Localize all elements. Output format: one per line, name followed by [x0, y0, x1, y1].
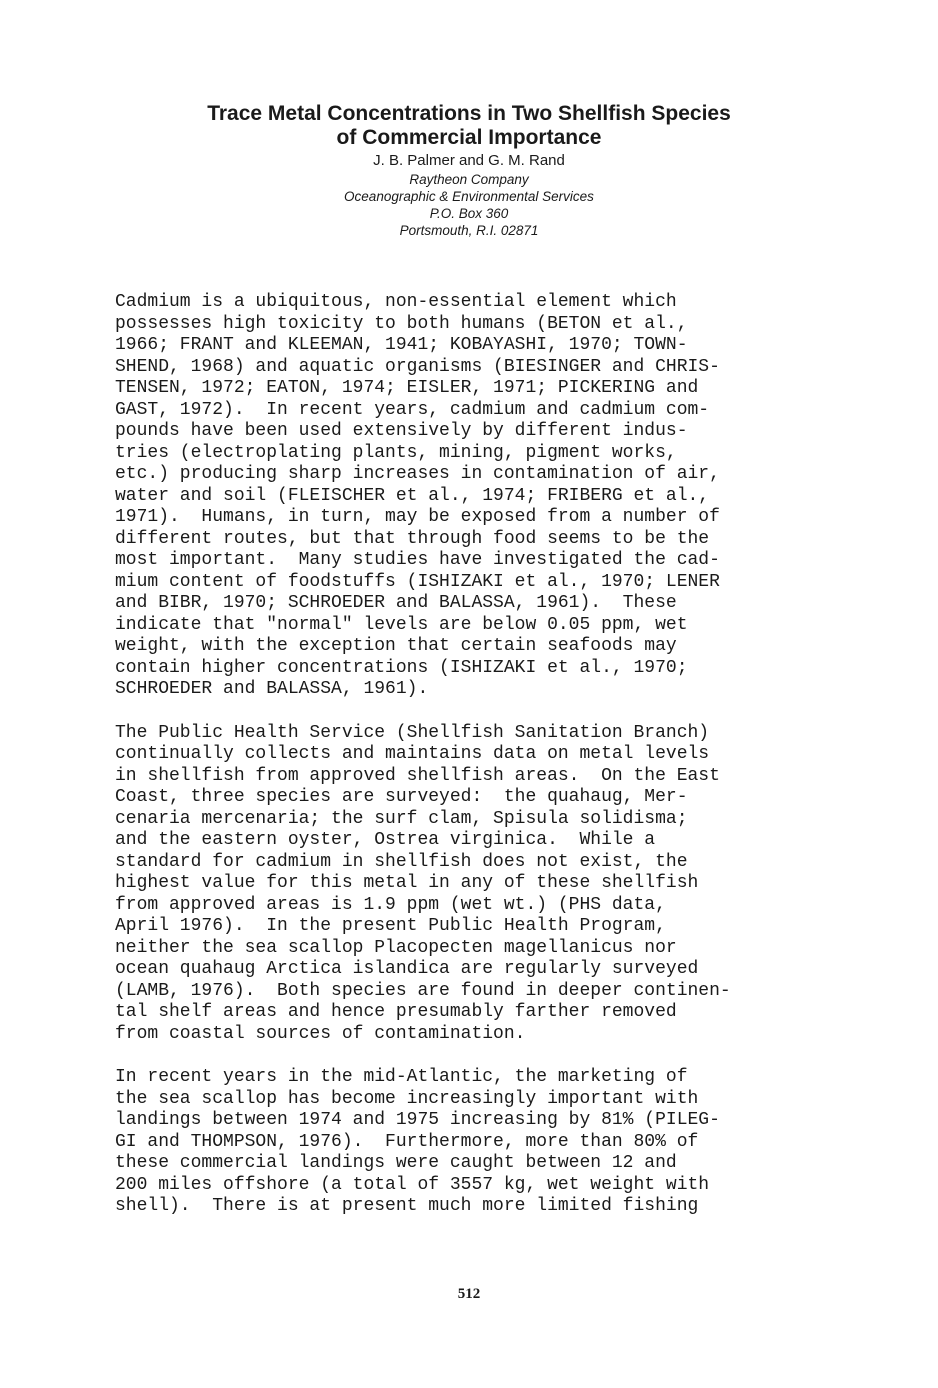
title-line-1: Trace Metal Concentrations in Two Shellfish Species [207, 102, 731, 125]
text-line: SCHROEDER and BALASSA, 1961). [115, 679, 429, 699]
text-line: and BIBR, 1970; SCHROEDER and BALASSA, 1961). These [115, 593, 677, 613]
text-line: weight, with the exception that certain seafoods may [115, 636, 677, 656]
text-line: April 1976). In the present Public Health Program, [115, 916, 666, 936]
text-line: Coast, three species are surveyed: the quahaug, Mer- [115, 787, 688, 807]
text-line: TENSEN, 1972; EATON, 1974; EISLER, 1971; PICKERING and [115, 378, 699, 398]
text-line: these commercial landings were caught between 12 and [115, 1153, 677, 1173]
text-line: cenaria mercenaria; the surf clam, Spisula solidisma; [115, 808, 688, 829]
title-line-2: of Commercial Importance [336, 126, 602, 149]
text-line: Cadmium is a ubiquitous, non-essential element which [115, 292, 677, 312]
text-line: from approved areas is 1.9 ppm (wet wt.) (PHS data, [115, 894, 666, 915]
text-line: etc.) producing sharp increases in contamination of air, [115, 464, 720, 484]
text-line: GAST, 1972). In recent years, cadmium and cadmium com- [115, 399, 710, 420]
text-line: from coastal sources of contamination. [115, 1023, 526, 1044]
affiliation [0, 171, 938, 239]
text-line: continually collects and maintains data on metal levels [115, 744, 710, 764]
paragraph-3 [115, 1067, 875, 1218]
text-line: 200 miles offshore (a total of 3557 kg, wet weight with [115, 1174, 710, 1195]
paper-header [0, 102, 938, 239]
text-line: highest value for this metal in any of these shellfish [115, 873, 699, 893]
affiliation-pobox: P.O. Box 360 [429, 206, 509, 221]
text-line: tal shelf areas and hence presumably farther removed [115, 1002, 677, 1022]
text-line: tries (electroplating plants, mining, pigment works, [115, 442, 677, 463]
paragraph-2 [115, 723, 875, 1046]
text-line: pounds have been used extensively by different indus- [115, 421, 688, 441]
text-line: GI and THOMPSON, 1976). Furthermore, more than 80% of [115, 1131, 699, 1152]
affiliation-company: Raytheon Company [409, 172, 529, 187]
text-line: 1966; FRANT and KLEEMAN, 1941; KOBAYASHI, 1970; TOWN- [115, 335, 688, 355]
text-line: possesses high toxicity to both humans (BETON et al., [115, 313, 688, 334]
text-line: (LAMB, 1976). Both species are found in deeper continen- [115, 980, 731, 1001]
body-text [115, 292, 875, 1240]
text-line: SHEND, 1968) and aquatic organisms (BIESINGER and CHRIS- [115, 356, 720, 377]
text-line: contain higher concentrations (ISHIZAKI et al., 1970; [115, 657, 688, 678]
text-line: ocean quahaug Arctica islandica are regularly surveyed [115, 959, 699, 979]
affiliation-city: Portsmouth, R.I. 02871 [399, 223, 539, 238]
page-number: 512 [457, 1286, 481, 1302]
text-line: neither the sea scallop Placopecten magellanicus nor [115, 937, 677, 958]
text-line: in shellfish from approved shellfish areas. On the East [115, 765, 720, 786]
text-line: In recent years in the mid-Atlantic, the marketing of [115, 1067, 688, 1087]
paper-title [0, 102, 938, 150]
text-line: shell). There is at present much more limited fishing [115, 1196, 699, 1216]
text-line: the sea scallop has become increasingly important with [115, 1088, 699, 1109]
affiliation-division: Oceanographic & Environmental Services [344, 189, 594, 204]
text-line: indicate that "normal" levels are below 0.05 ppm, wet [115, 614, 688, 635]
text-line: standard for cadmium in shellfish does not exist, the [115, 851, 688, 872]
text-line: most important. Many studies have investigated the cad- [115, 550, 720, 570]
text-line: landings between 1974 and 1975 increasing by 81% (PILEG- [115, 1110, 720, 1130]
paragraph-1 [115, 292, 875, 701]
text-line: and the eastern oyster, Ostrea virginica. While a [115, 830, 656, 850]
text-line: The Public Health Service (Shellfish Sanitation Branch) [115, 722, 710, 743]
authors: J. B. Palmer and G. M. Rand [373, 152, 565, 169]
text-line: mium content of foodstuffs (ISHIZAKI et al., 1970; LENER [115, 571, 720, 592]
text-line: water and soil (FLEISCHER et al., 1974; FRIBERG et al., [115, 485, 710, 506]
text-line: 1971). Humans, in turn, may be exposed from a number of [115, 507, 720, 527]
text-line: different routes, but that through food seems to be the [115, 528, 710, 549]
